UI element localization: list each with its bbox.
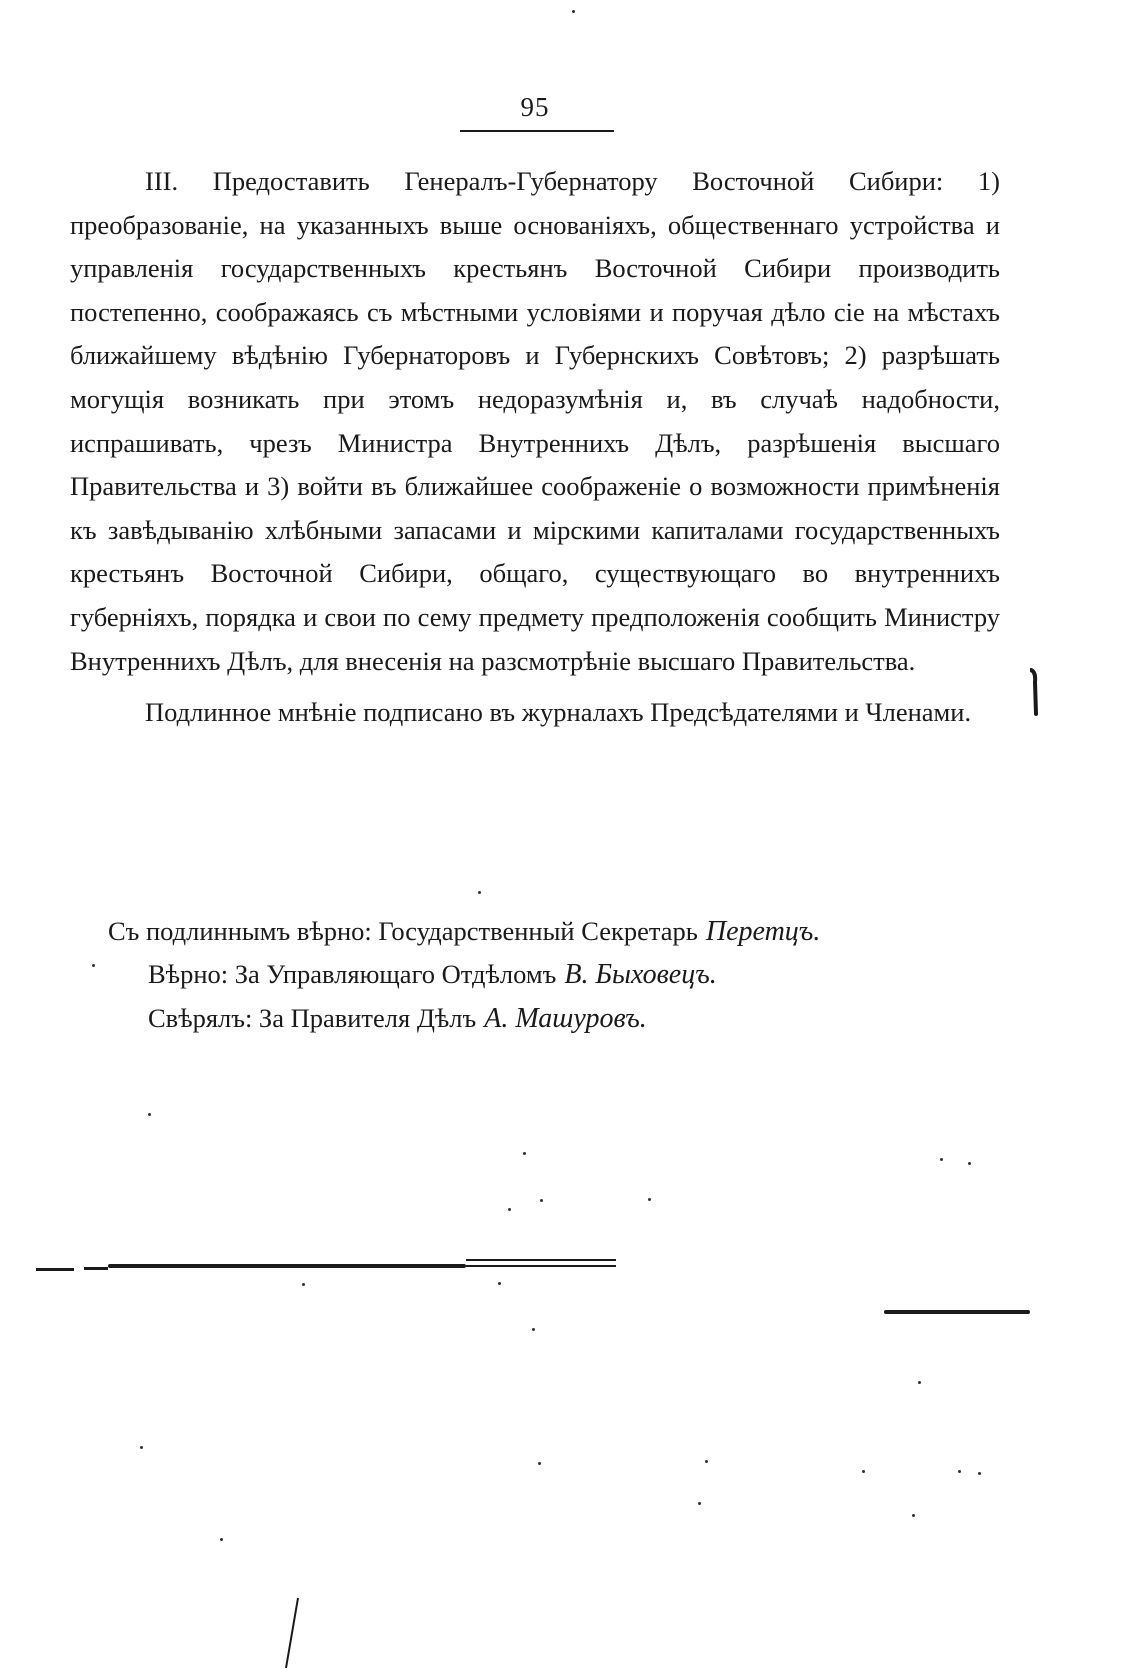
scan-speck [705,1460,708,1463]
signature-name: Перетцъ. [705,916,821,947]
scan-speck [302,1283,305,1286]
scan-speck [958,1470,961,1473]
scan-speck [648,1198,651,1201]
signature-line-state-secretary [108,910,820,953]
scan-speck [92,964,95,967]
signature-line-verifier [148,997,647,1040]
paragraph-resolution: III. Предоставить Генералъ-Губернатору Восточной Сибири: 1) преобразованіе, на указанныхъ выше основаніяхъ, общественнаго устройства и управленія государственныхъ крестьянъ Восточной Сибири производить постепенно, соображаясь съ мѣстными условіями и поручая дѣло сіе на мѣстахъ ближайшему вѣдѣнію Губернаторовъ и Губернскихъ Совѣтовъ; 2) разрѣшать могущія возникать при этомъ недоразумѣнія и, въ случаѣ надобности, испрашивать, чрезъ Министра Внутреннихъ Дѣлъ, разрѣшенія высшаго Правительства и 3) войти въ ближайшее соображеніе о возможности примѣненія къ завѣдыванію хлѣбными запасами и мірскими капиталами государственныхъ крестьянъ Восточной Сибири, общаго, существующаго во внутреннихъ губерніяхъ, порядка и свои по сему предмету предположенія сообщить Министру Внутреннихъ Дѣлъ, для внесенія на разсмотрѣніе высшаго Правительства. [70,166,1000,676]
scan-speck [968,1162,971,1165]
scan-rule-mark [466,1259,616,1261]
scan-rule-mark [466,1265,616,1267]
scan-speck [508,1208,511,1211]
scan-speck [978,1472,981,1475]
scan-speck [572,10,575,13]
scan-speck [220,1538,223,1541]
paragraph-signed-note: Подлинное мнѣніе подписано въ журналахъ Предсѣдателями и Членами. [145,697,972,728]
page-number: 95 [520,92,550,122]
scan-speck [940,1158,943,1161]
scan-speck [918,1381,921,1384]
signature-name: В. Быховецъ. [564,959,717,990]
margin-mark [1030,668,1038,716]
scan-rule-mark [884,1310,1030,1314]
scan-speck [912,1514,915,1517]
scan-speck [862,1470,865,1473]
signature-name: А. Машуровъ. [484,1003,647,1034]
scan-speck [538,1462,541,1465]
scan-speck [523,1152,526,1155]
scan-speck [478,891,481,894]
scan-speck [140,1446,143,1449]
body-text [70,160,1000,735]
scan-speck [540,1199,543,1202]
scan-rule-mark [108,1264,466,1268]
page-number-underline [460,130,614,132]
signature-label: Свѣрялъ: За Правителя Дѣлъ [148,1003,477,1033]
scan-speck [498,1282,501,1285]
signature-label: Съ подлиннымъ вѣрно: Государственный Секретарь [108,916,698,946]
scan-speck [148,1113,151,1116]
scan-rule-mark [84,1267,108,1270]
signature-label: Вѣрно: За Управляющаго Отдѣломъ [148,959,557,989]
scan-speck [698,1502,701,1505]
scan-stroke-mark [284,1596,300,1669]
scan-speck [532,1328,535,1331]
signature-line-department-manager [148,953,717,996]
scan-rule-mark [36,1268,74,1271]
